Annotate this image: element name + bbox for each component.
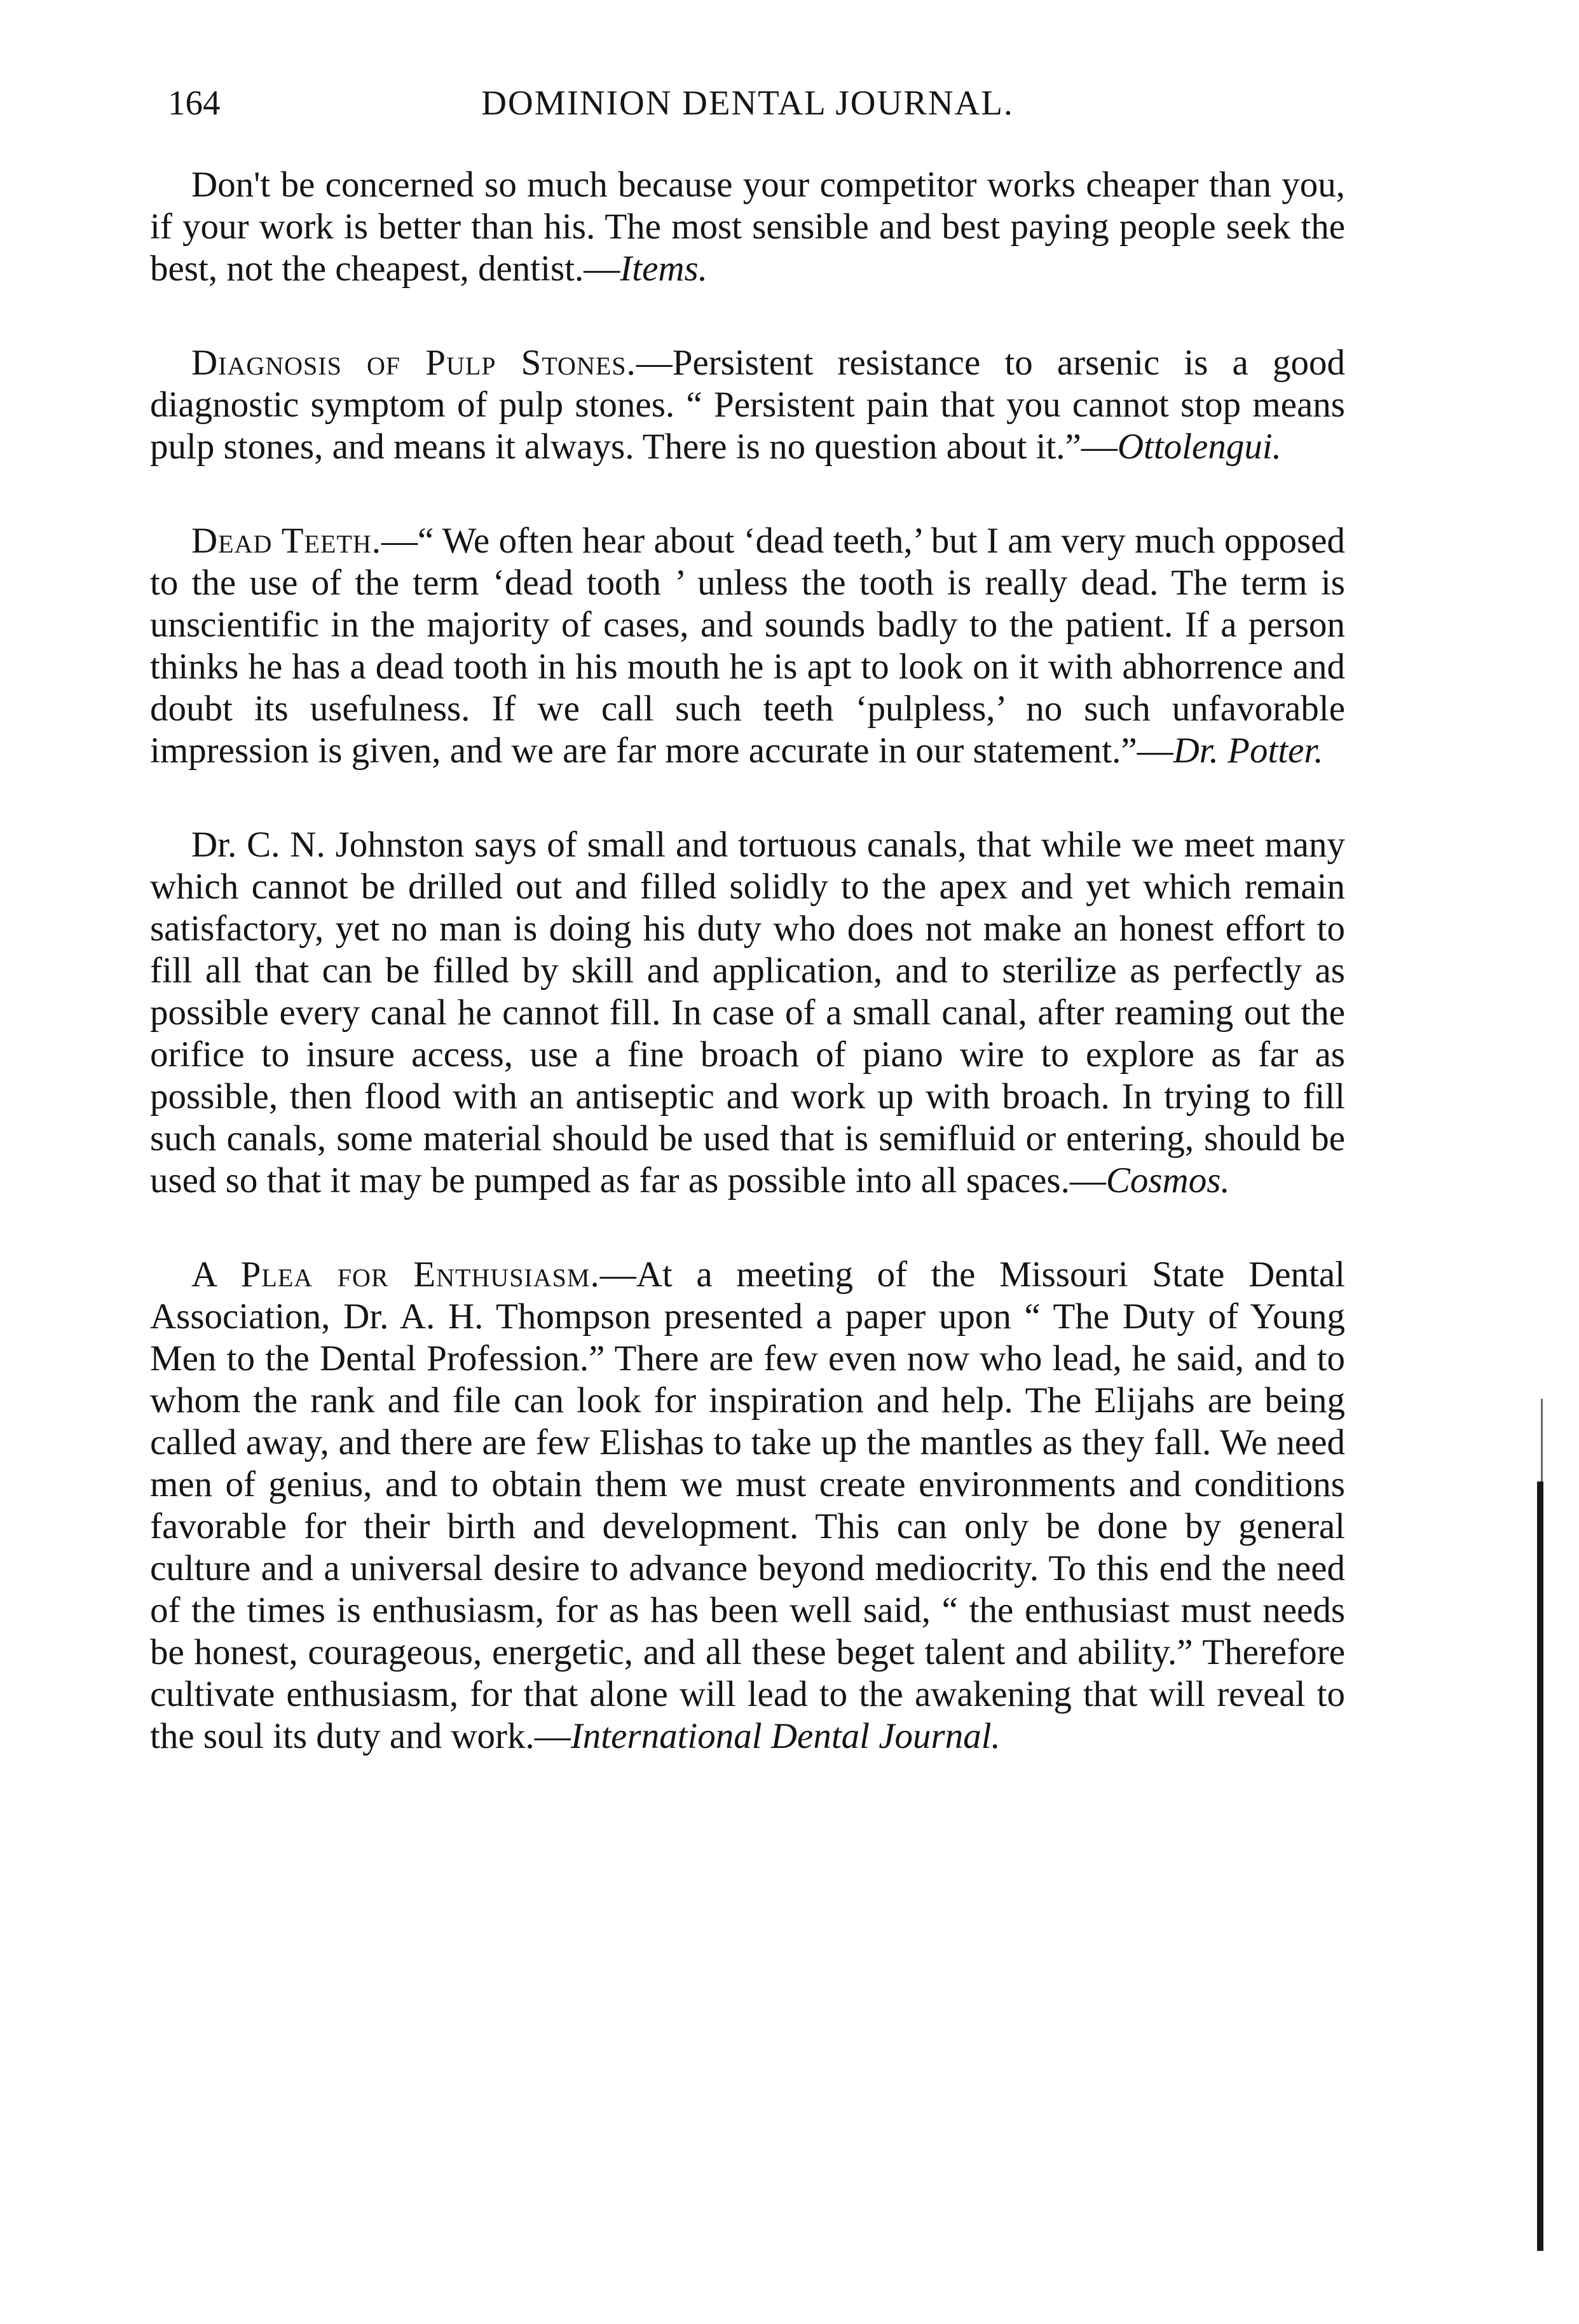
paragraph-text: Don't be concerned so much because your competitor works cheaper than you, if your work is better than his. The most sensible and best paying people seek the best, not the cheapest, dentist.— — [150, 165, 1345, 289]
paragraph-pulp-stones — [150, 342, 1345, 468]
source-citation: Items. — [620, 249, 707, 289]
section-heading: Dead Teeth. — [191, 521, 381, 561]
scan-margin-bar — [1537, 1482, 1543, 2251]
running-title: DOMINION DENTAL JOURNAL. — [481, 83, 1014, 122]
paragraph-text: Dr. C. N. Johnston says of small and tortuous canals, that while we meet many which cannot be drilled out and filled solidly to the apex and yet which remain satisfactory, yet no man is doing his duty who does not make an honest effort to fill all that can be filled by skill and application, and to sterilize as perfectly as possible every canal he cannot fill. In case of a small canal, after reaming out the orifice to insure access, use a fine broach of piano wire to explore as far as possible, then flood with an antiseptic and work up with broach. In trying to fill such canals, some material should be used that is semifluid or entering, should be used so that it may be pumped as far as possible into all spaces.— — [150, 825, 1345, 1200]
paragraph-johnston-canals — [150, 824, 1345, 1202]
source-citation: Cosmos. — [1105, 1160, 1230, 1200]
paragraph-dead-teeth — [150, 520, 1345, 772]
paragraph-items — [150, 164, 1345, 290]
paragraph-text: —“ We often hear about ‘dead teeth,’ but I am very much opposed to the use of the term ‘dead tooth ’ unless the tooth is really dead. The term is unscientific in the majority of cases, and sounds badly to the patient. If a person thinks he has a dead tooth in his mouth he is apt to look on it with abhorrence and doubt its usefulness. If we call such teeth ‘pulpless,’ no such unfavorable impression is given, and we are far more accurate in our statement.”— — [150, 521, 1345, 771]
paragraph-text: —At a meeting of the Missouri State Dental Association, Dr. A. H. Thompson presented a paper upon “ The Duty of Young Men to the Dental Profession.” There are few even now who lead, he said, and to whom the rank and file can look for inspiration and help. The Elijahs are being called away, and there are few Elishas to take up the mantles as they fall. We need men of genius, and to obtain them we must create environments and conditions favorable for their birth and development. This can only be done by general culture and a universal desire to advance beyond mediocrity. To this end the need of the times is enthusiasm, for as has been well said, “ the enthusiast must needs be honest, courageous, energetic, and all these beget talent and ability.” Therefore cultivate enthusiasm, for that alone will lead to the awakening that will reveal to the soul its duty and work.— — [150, 1255, 1345, 1756]
source-citation: International Dental Journal. — [570, 1716, 1001, 1756]
article-body — [150, 164, 1345, 1810]
section-heading: Diagnosis of Pulp Stones. — [191, 343, 636, 383]
page-number: 164 — [168, 83, 221, 122]
scan-margin-mark — [1541, 1399, 1543, 1488]
source-citation: Dr. Potter. — [1173, 731, 1323, 771]
page-header — [150, 78, 1345, 128]
section-heading: A Plea for Enthusiasm. — [191, 1255, 600, 1295]
paragraph-text: —Persistent resistance to arsenic is a good diagnostic symptom of pulp stones. “ Persistent pain that you cannot stop means pulp stones, and means it always. There is no question about it.”— — [150, 343, 1345, 467]
source-citation: Ottolengui. — [1117, 427, 1282, 467]
paragraph-plea-enthusiasm — [150, 1254, 1345, 1757]
